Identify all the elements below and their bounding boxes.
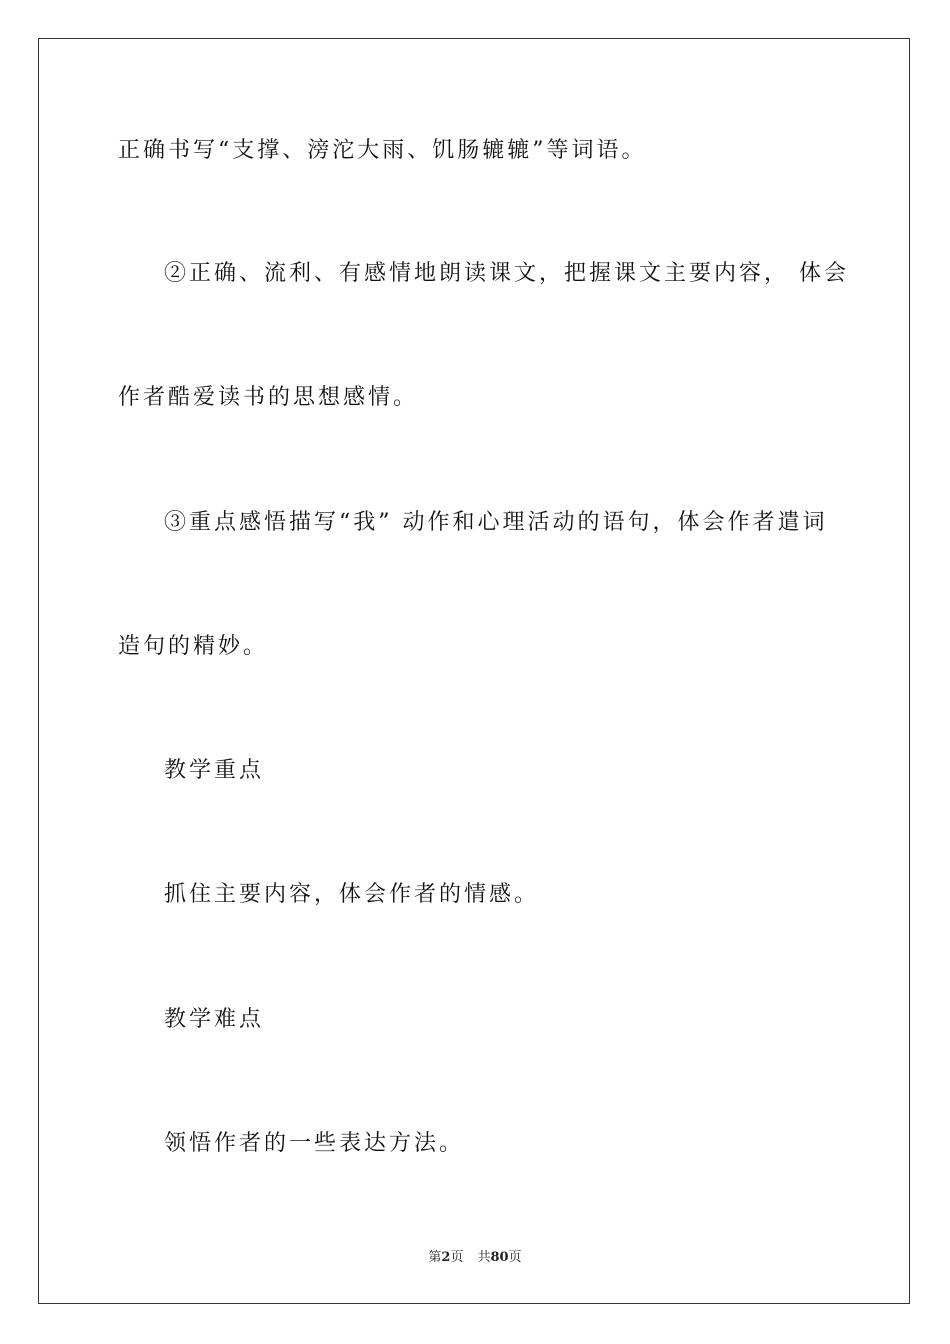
text-line-3: 作者酷爱读书的思想感情。 bbox=[118, 385, 419, 410]
page-border bbox=[38, 38, 910, 1304]
page-current: 2 bbox=[441, 1250, 451, 1265]
total-suffix: 页 bbox=[508, 1250, 522, 1265]
page-total: 80 bbox=[490, 1250, 509, 1265]
page-suffix: 页 bbox=[450, 1250, 464, 1265]
text-line-2: ②正确、流利、有感情地朗读课文，把握课文主要内容， 体会 bbox=[164, 261, 849, 286]
text-line-4: ③重点感悟描写“我” 动作和心理活动的语句，体会作者遣词 bbox=[164, 510, 828, 535]
section-heading-difficulties: 教学难点 bbox=[164, 1007, 265, 1032]
text-line-5: 造句的精妙。 bbox=[118, 634, 269, 659]
total-prefix: 共 bbox=[477, 1250, 491, 1265]
text-line-key-points: 抓住主要内容，体会作者的情感。 bbox=[164, 882, 540, 907]
text-line-1: 正确书写“支撑、滂沱大雨、饥肠辘辘”等词语。 bbox=[118, 138, 647, 163]
page-footer bbox=[0, 1246, 950, 1265]
page-prefix: 第 bbox=[428, 1250, 442, 1265]
text-line-difficulties: 领悟作者的一些表达方法。 bbox=[164, 1131, 465, 1156]
section-heading-key-points: 教学重点 bbox=[164, 758, 265, 783]
